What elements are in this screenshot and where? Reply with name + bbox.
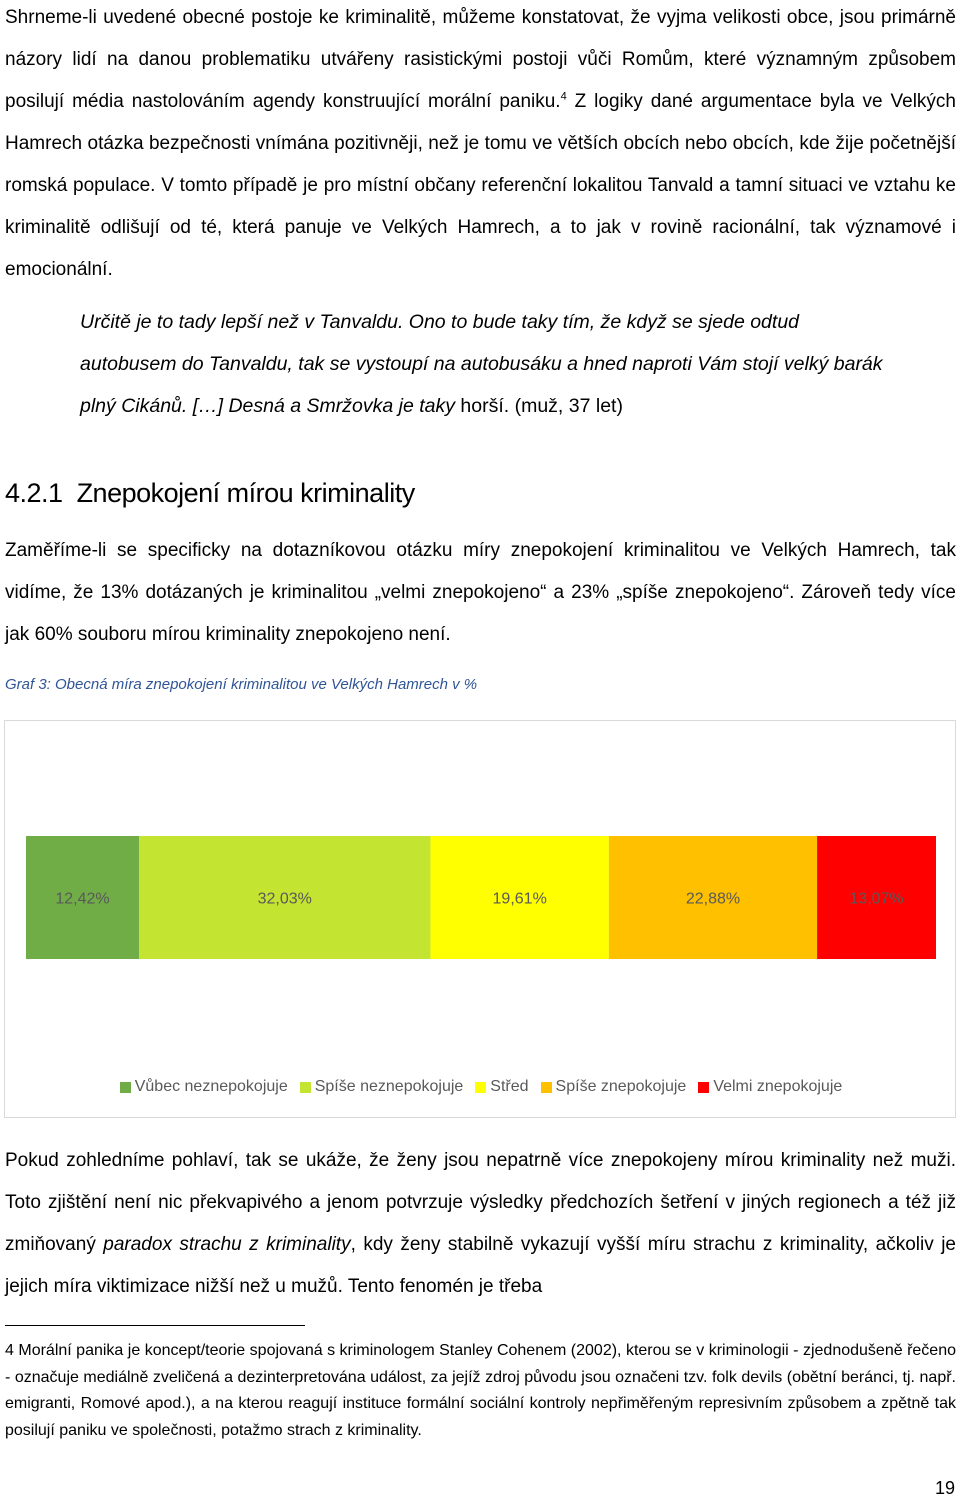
paragraph-intro <box>5 0 956 291</box>
legend-swatch <box>120 1082 131 1093</box>
stacked-bar-chart <box>4 720 956 1118</box>
chart-caption: Graf 3: Obecná míra znepokojení kriminalitou ve Velkých Hamrech v % <box>5 676 478 693</box>
legend-item-2 <box>300 1078 464 1096</box>
section-number: 4.2.1 <box>5 478 63 508</box>
legend-label: Velmi znepokojuje <box>713 1078 843 1095</box>
bar-label-1: 12,42% <box>55 890 110 908</box>
legend-swatch <box>698 1082 709 1093</box>
interview-quote <box>80 301 900 427</box>
legend-swatch <box>541 1082 552 1093</box>
legend-item-1 <box>120 1078 288 1096</box>
paragraph-gender-text-cont: , kdy ženy stabilně vykazují vyšší míru strachu z kriminality, ačkoliv je jejich míra viktimizace nižší než u mužů. Tento fenomén je třeba <box>5 1234 956 1297</box>
legend-item-4 <box>541 1078 687 1096</box>
quote-attribution: horší. (muž, 37 let) <box>455 395 623 417</box>
paragraph-intro-text: Shrneme-li uvedené obecné postoje ke kriminalitě, můžeme konstatovat, že vyjma velikosti obce, jsou primárně názory lidí na danou problematiku utvářeny rasistickými postoji vůči Romům, které významným způsobem posilují média nastolováním agendy konstruující morální paniku. <box>5 7 956 112</box>
paragraph-intro-text-cont: Z logiky dané argumentace byla ve Velkých Hamrech otázka bezpečnosti vnímána pozitivněji, než je tomu ve větších obcích nebo obcích, kde žije početnější romská populace. V tomto případě je pro místní občany referenční lokalitou Tanvald a tamní situaci ve vztahu ke kriminalitě odlišují od té, která panuje ve Velkých Hamrech, a to jak v rovině racionální, tak významové i emocionální. <box>5 91 956 280</box>
legend-label: Spíše znepokojuje <box>555 1078 687 1095</box>
section-title: Znepokojení mírou kriminality <box>76 478 415 508</box>
footnote-ref[interactable]: 4 <box>560 90 567 103</box>
legend-item-3 <box>475 1078 528 1096</box>
bar-label-3: 19,61% <box>492 890 547 908</box>
page-number: 19 <box>935 1478 956 1498</box>
quote-italic: Určitě je to tady lepší než v Tanvaldu. Ono to bude taky tím, že když se sjede odtud autobusem do Tanvaldu, tak se vystoupí na autobusáku a hned naproti Vám stojí velký barák plný Cikánů. […] Desná a Smržovka je taky <box>80 311 883 417</box>
legend-swatch <box>475 1082 486 1093</box>
footnote-separator <box>5 1325 305 1326</box>
legend-label: Spíše neznepokojuje <box>314 1078 464 1095</box>
chart-plot <box>5 721 957 1119</box>
footnote-number: 4 <box>5 1342 14 1359</box>
chart-legend <box>5 1078 957 1096</box>
legend-label: Střed <box>490 1078 529 1095</box>
legend-swatch <box>300 1082 311 1093</box>
footnote <box>5 1338 956 1444</box>
bar-label-2: 32,03% <box>257 890 312 908</box>
section-heading <box>5 478 415 509</box>
footnote-text: Morální panika je koncept/teorie spojovaná s kriminologem Stanley Cohenem (2002), kterou se v kriminologii - zjednodušeně řečeno - označuje mediálně zveličená a dezinterpretována událost, za jejíž zdroj původu jsou označeni tzv. folk devils (obětní beránci, tj. např. emigranti, Romové apod.), a na kterou reagují instituce formální sociální kontroly nepřiměřeným represivním způsobem a zpětně tak posilují paniku ve společnosti, potažmo strach z kriminality. <box>5 1342 956 1439</box>
paragraph-gender <box>5 1140 956 1308</box>
legend-item-5 <box>698 1078 842 1096</box>
bar-label-5: 13,07% <box>849 890 904 908</box>
legend-label: Vůbec neznepokojuje <box>134 1078 288 1095</box>
paradox-term: paradox strachu z kriminality <box>103 1234 351 1255</box>
paragraph-concern: Zaměříme-li se specificky na dotazníkovou otázku míry znepokojení kriminalitou ve Velkých Hamrech, tak vidíme, že 13% dotázaných je kriminalitou „velmi znepokojeno“ a 23% „spíše znepokojeno“. Zároveň tedy více jak 60% souboru mírou kriminality znepokojeno není. <box>5 540 956 645</box>
paragraph-gender-text: Pokud zohledníme pohlaví, tak se ukáže, že ženy jsou nepatrně více znepokojeny mírou kriminality než muži. Toto zjištění není nic překvapivého a jenom potvrzuje výsledky předchozích šetření v jiných regionech a též již zmiňovaný <box>5 1150 956 1255</box>
bar-label-4: 22,88% <box>685 890 741 908</box>
